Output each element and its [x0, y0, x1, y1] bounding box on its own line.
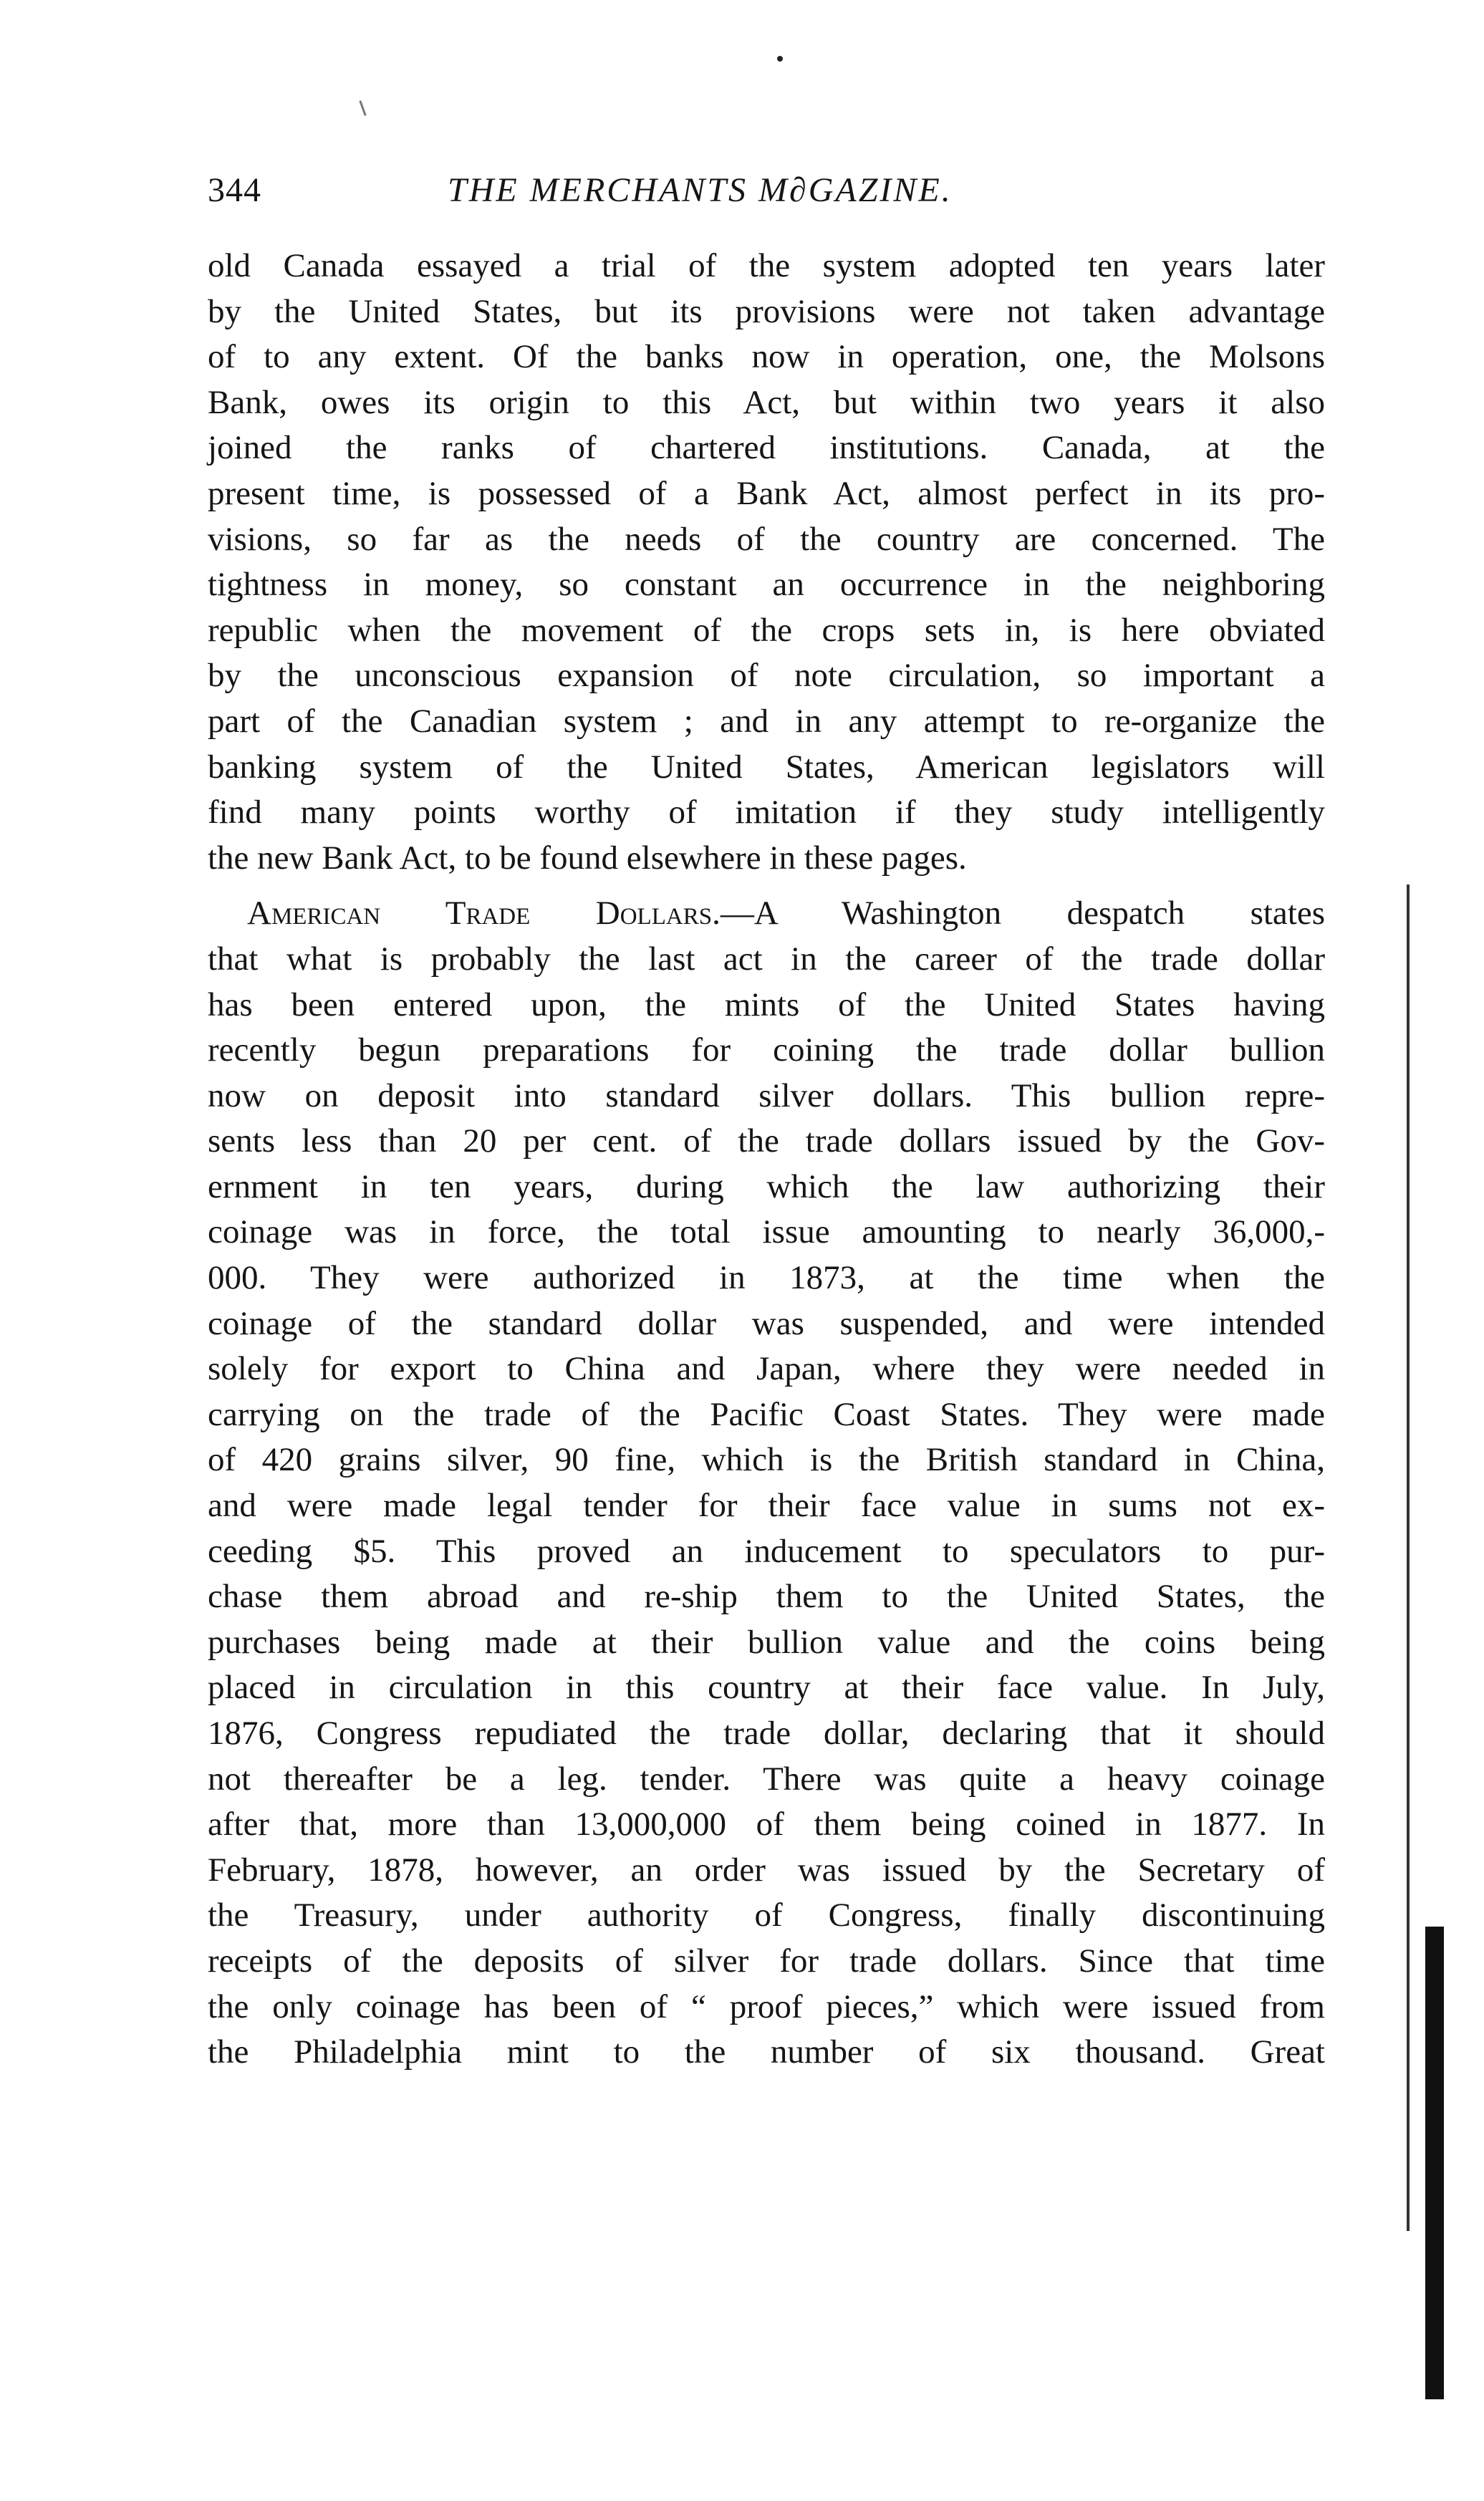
- text-line: now on deposit into standard silver dollars. This bullion repre-: [208, 1076, 1325, 1114]
- text-line: the new Bank Act, to be found elsewhere in these pages.: [208, 839, 967, 877]
- text-line: receipts of the deposits of silver for trade dollars. Since that time: [208, 1942, 1325, 1980]
- text-line: find many points worthy of imitation if they study intelligently: [208, 794, 1325, 832]
- text-line: ceeding $5. This proved an inducement to speculators to pur-: [208, 1532, 1325, 1570]
- text-line: by the unconscious expansion of note circulation, so important a: [208, 657, 1325, 695]
- text-line: old Canada essayed a trial of the system adopted ten years later: [208, 247, 1325, 284]
- text-line: after that, more than 13,000,000 of them being coined in 1877. In: [208, 1806, 1325, 1844]
- body-text: [208, 244, 1325, 2076]
- text-line: purchases being made at their bullion value and the coins being: [208, 1623, 1325, 1661]
- text-line: solely for export to China and Japan, where they were needed in: [208, 1350, 1325, 1388]
- text-line: Bank, owes its origin to this Act, but within two years it also: [208, 383, 1325, 421]
- text-line: has been entered upon, the mints of the United States having: [208, 986, 1325, 1023]
- text-line: of to any extent. Of the banks now in operation, one, the Molsons: [208, 338, 1325, 376]
- ink-speck-mark: [359, 100, 366, 116]
- text-line: the Philadelphia mint to the number of six thousand. Great: [208, 2033, 1325, 2071]
- text-line: and were made legal tender for their face value in sums not ex-: [208, 1487, 1325, 1525]
- text-line: of 420 grains silver, 90 fine, which is the British standard in China,: [208, 1441, 1325, 1479]
- page-header: [208, 163, 1325, 221]
- text-line: present time, is possessed of a Bank Act, almost perfect in its pro-: [208, 474, 1325, 512]
- text-line: recently begun preparations for coining the trade dollar bullion: [208, 1031, 1325, 1069]
- scan-margin-line: [1407, 885, 1410, 2231]
- heading-line-continuation: —A Washington despatch states: [720, 895, 1326, 933]
- text-line: visions, so far as the needs of the country are concerned. The: [208, 520, 1325, 558]
- text-line: placed in circulation in this country at their face value. In July,: [208, 1669, 1325, 1707]
- text-line: tightness in money, so constant an occurrence in the neighboring: [208, 566, 1325, 604]
- text-line: that what is probably the last act in the career of the trade dollar: [208, 940, 1325, 978]
- paragraph-gap: [208, 881, 1325, 891]
- text-line: coinage was in force, the total issue amounting to nearly 36,000,-: [208, 1213, 1325, 1251]
- text-line: joined the ranks of chartered institutions. Canada, at the: [208, 429, 1325, 467]
- text-line: 000. They were authorized in 1873, at the time when the: [208, 1259, 1325, 1297]
- text-line: the Treasury, under authority of Congress, finally discontinuing: [208, 1897, 1325, 1934]
- paragraph-canada-bank-act: [208, 244, 1325, 881]
- running-title: THE MERCHANTS M∂GAZINE.: [448, 171, 953, 209]
- text-line: by the United States, but its provisions were not taken advantage: [208, 292, 1325, 330]
- paragraph-american-trade-dollars: [208, 891, 1325, 2075]
- text-line: 1876, Congress repudiated the trade dollar, declaring that it should: [208, 1715, 1325, 1752]
- page-number: 344: [208, 171, 261, 209]
- text-line: chase them abroad and re-ship them to the United States, the: [208, 1578, 1325, 1616]
- text-line: the only coinage has been of “ proof pieces,” which were issued from: [208, 1987, 1325, 2025]
- text-line: [208, 891, 1325, 937]
- section-heading: American Trade Dollars.: [247, 895, 721, 933]
- text-line: coinage of the standard dollar was suspended, and were intended: [208, 1304, 1325, 1342]
- scan-edge-shadow: [1425, 1927, 1444, 2399]
- ink-speck-mark: [777, 56, 783, 62]
- text-line: not thereafter be a leg. tender. There was quite a heavy coinage: [208, 1760, 1325, 1798]
- text-line: part of the Canadian system ; and in any attempt to re-organize the: [208, 702, 1325, 740]
- text-line: February, 1878, however, an order was issued by the Secretary of: [208, 1851, 1325, 1889]
- text-line: banking system of the United States, American legislators will: [208, 748, 1325, 786]
- text-line: carrying on the trade of the Pacific Coast States. They were made: [208, 1395, 1325, 1433]
- text-line: sents less than 20 per cent. of the trade dollars issued by the Gov-: [208, 1122, 1325, 1160]
- text-line: ernment in ten years, during which the law authorizing their: [208, 1167, 1325, 1205]
- text-line: republic when the movement of the crops sets in, is here obviated: [208, 611, 1325, 649]
